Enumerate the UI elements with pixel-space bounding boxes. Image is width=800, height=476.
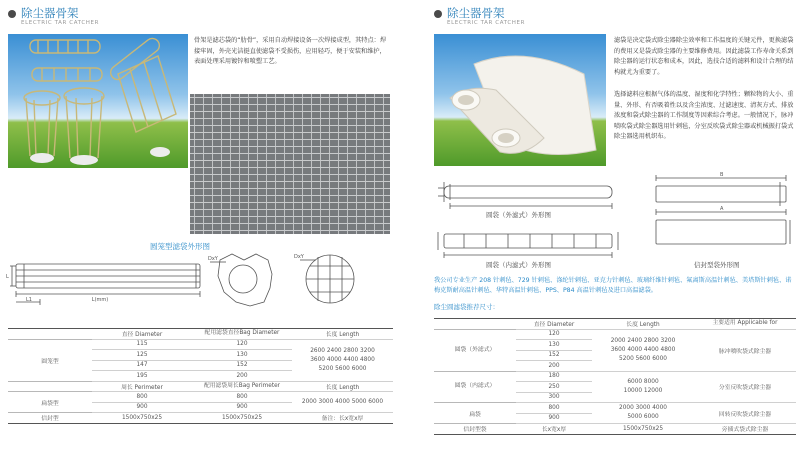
inner-bag-caption: 圆袋（内滤式）外形图 [486,261,551,269]
filter-selection-paragraph: 选择滤料应根据气体的温度、湿度和化学特性；颗粒物的大小、重量、外形、有否吸着性以及含尘浓度、过滤速度、清灰方式、排放浓度和袋式除尘器的工作制度等因素综合考虑。一般情况下，脉冲喷吹袋式除尘器选用针刺毡，分室反吹袋式除尘器或机械振打袋式除尘器选用机织布。 [614,91,794,140]
envelope-bag-caption: 信封型袋外形图 [694,261,740,269]
table-row: 200 [434,361,796,372]
l-dimension-label: L [6,274,9,280]
g3-length-values: 2000 3000 4000 5000 6000 [592,403,694,424]
envelope-cage-label: 信封型 [8,413,92,424]
recommended-sizes-title: 除尘圆滤袋推荐尺寸： [434,303,499,311]
header-bullet-icon [8,10,16,18]
cage-spec-table [8,328,393,424]
cage-stack-photo [190,94,390,234]
col-header-applicable: 主要适用 Applicable for [694,319,796,330]
table-row: 信封型袋 长x宽x厚 1500x750x25 旁插式袋式除尘器 [434,424,796,435]
right-page [400,0,800,476]
envelope-bag-drawing [646,168,794,262]
page-title: 除尘器骨架 [447,6,505,20]
table-row: 125 130 [8,350,393,361]
g2-length-values: 6000 8000 10000 12000 [592,371,694,403]
page-title: 除尘器骨架 [21,6,79,20]
g3-application: 回转反吹袋式除尘器 [694,403,796,424]
inner-filter-bag-drawing [430,224,620,260]
table-row: 195 200 [8,371,393,382]
table-row: 扁袋 800 2000 3000 4000 5000 6000 回转反吹袋式除尘器 [434,403,796,414]
round-cage-label: 圆笼型 [8,339,92,381]
col-header-length-2: 长度 Length [292,381,393,392]
l1-dimension-label: L1 [26,297,32,303]
table-row: 300 [434,392,796,403]
dimension-b-label: B [720,172,724,178]
flat-length-values: 2000 3000 4000 5000 6000 [292,392,393,413]
col-header-bag-perimeter: 配用滤袋周长Bag Perimeter [192,381,292,392]
diagram-title: 圆笼型滤袋外形图 [150,242,210,251]
table-row: 250 [434,382,796,393]
envelope-application: 旁插式袋式除尘器 [694,424,796,435]
col-header-bag-diameter: 配用滤袋直径Bag Diameter [192,329,292,340]
col-header-length: 长度 Length [592,319,694,330]
length-dimension-label: L(mm) [91,297,109,303]
envelope-bag-label: 信封型袋 [434,424,516,435]
col-header-diameter: 直径 Diameter [516,319,592,330]
bag-intro-paragraph: 滤袋是决定袋式除尘器除尘效率和工作温度的关键元件，更换滤袋的费用又是袋式除尘器的主要维修费用。因此滤袋工作寿命关系到除尘器的运行状态和成本，因此，选技合适的滤料和设计合理的结构就尤为重要了。 [614,37,794,76]
table-remark: 备注：长x宽x厚 [292,413,393,424]
g1-application: 脉冲喷吹袋式除尘器 [694,329,796,371]
table-row: 圆笼型 115 120 2600 2400 2800 3200 3600 4000 4400 4800 5200 5600 6000 [8,339,393,350]
page-subtitle: ELECTRIC TAR CATCHER [447,20,525,26]
diameter-label-2: DxY [294,254,304,260]
filter-bag-photo [434,34,606,166]
cage-frames-photo [8,34,188,168]
flat-cage-label: 扁袋型 [8,392,92,413]
diameter-label-1: DxY [208,256,218,262]
dimension-a-label: A [720,206,724,212]
col-header-length: 长度 Length [292,329,393,340]
outer-round-bag-label: 圆袋（外滤式） [434,329,516,371]
inner-round-bag-label: 圆袋（内滤式） [434,371,516,403]
table-row: 圆袋（内滤式） 180 6000 8000 10000 12000 分室反吹袋式除尘器 [434,371,796,382]
round-length-values: 2600 2400 2800 3200 3600 4000 4400 4800 5200 5600 6000 [292,339,393,381]
header-bullet-icon [434,10,442,18]
g2-application: 分室反吹袋式除尘器 [694,371,796,403]
filter-bag-illustration [434,34,606,166]
table-row: 圆袋（外滤式） 120 2000 2400 2800 3200 3600 4000 4400 4800 5200 5600 6000 脉冲喷吹袋式除尘器 [434,329,796,340]
table-row: 147 152 [8,360,393,371]
flat-bag-label: 扁袋 [434,403,516,424]
bag-spec-table [434,318,796,435]
table-row: 152 [434,350,796,361]
col-header-diameter: 直径 Diameter [92,329,192,340]
cage-stack-illustration [190,94,390,234]
page-subtitle: ELECTRIC TAR CATCHER [21,20,99,26]
cage-frames-illustration [8,34,188,168]
table-row: 信封型 1500x750x25 1500x750x25 备注：长x宽x厚 [8,413,393,424]
cage-outline-drawing [0,252,400,312]
table-row: 900 [434,413,796,424]
outer-filter-bag-drawing [430,176,620,212]
outer-bag-caption: 圆袋（外滤式）外形图 [486,211,551,219]
table-row: 130 [434,340,796,351]
col-header-perimeter: 周长 Perimeter [92,381,192,392]
g1-length-values: 2000 2400 2800 3200 3600 4000 4400 4800 5200 5600 6000 [592,329,694,371]
table-row: 扁袋型 800 800 2000 3000 4000 5000 6000 [8,392,393,403]
product-range-text: 我公司专业生产 208 针刺毡、729 针刺毡、涤纶针刺毡、亚克力针刺毡、玻璃纤维针刺毡、氟离斯高温针刺毡、美塔斯针刺毡、诺梅克斯耐高温针刺毡、华特高温针刺毡、PPS、P84 高温针刺毡及进口高温滤袋。 [434,277,792,294]
intro-text: 骨架是滤芯袋的“肋骨”，采用自动焊接设备一次焊接成型，其特点：焊接牢固，外壳光洁挺直使滤袋不受损伤，应用轻巧，便于安装和维护，表面处理采用镀锌和喷塑工艺。 [194,37,387,65]
table-row: 900 900 [8,402,393,413]
